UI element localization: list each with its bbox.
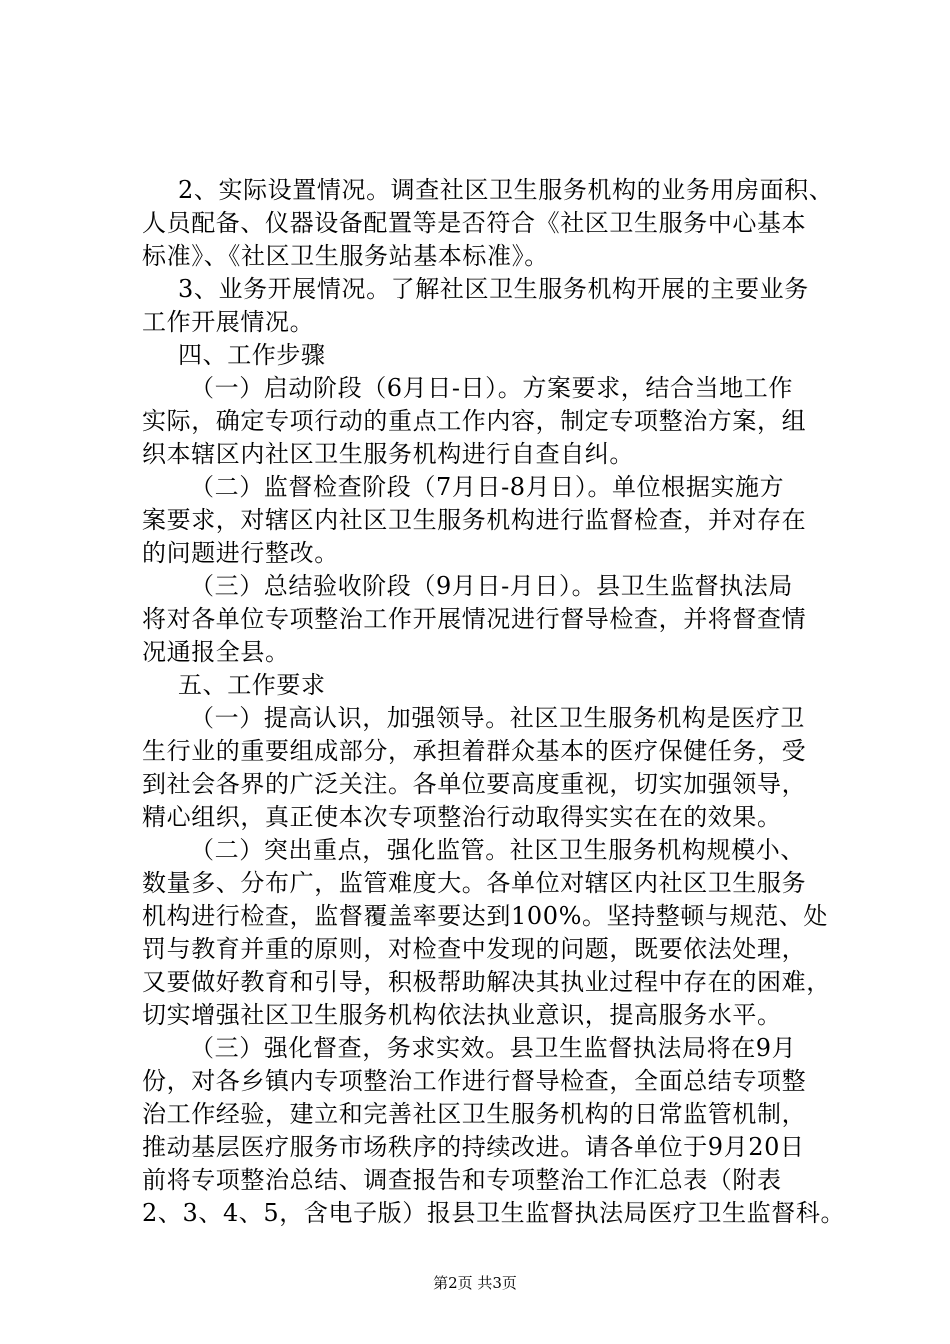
text-line: 2、3、4、5，含电子版）报县卫生监督执法局医疗卫生监督科。 <box>142 1199 846 1227</box>
text-line: （一）提高认识，加强领导。社区卫生服务机构是医疗卫 <box>190 704 805 732</box>
text-line: 罚与教育并重的原则，对检查中发现的问题，既要依法处理， <box>142 935 807 963</box>
text-line: 的问题进行整改。 <box>142 539 339 567</box>
page-footer: 第2页 共3页 <box>433 1274 517 1292</box>
text-line: 生行业的重要组成部分，承担着群众基本的医疗保健任务，受 <box>142 737 807 765</box>
text-line: 机构进行检查，监督覆盖率要达到100%。坚持整顿与规范、处 <box>142 902 829 930</box>
text-line: 又要做好教育和引导，积极帮助解决其执业过程中存在的困难， <box>142 968 831 996</box>
text-line: 份，对各乡镇内专项整治工作进行督导检查，全面总结专项整 <box>142 1067 807 1095</box>
text-line: （一）启动阶段（6月日-日）。方案要求，结合当地工作 <box>190 374 793 402</box>
text-line: （三）强化督查，务求实效。县卫生监督执法局将在9月 <box>190 1034 797 1062</box>
text-line: 切实增强社区卫生服务机构依法执业意识，提高服务水平。 <box>142 1001 782 1029</box>
text-line: 精心组织，真正使本次专项整治行动取得实实在在的效果。 <box>142 803 782 831</box>
text-line: 人员配备、仪器设备配置等是否符合《社区卫生服务中心基本 <box>142 209 807 237</box>
text-line: 四、工作步骤 <box>178 341 326 369</box>
text-line: 工作开展情况。 <box>142 308 315 336</box>
text-line: 数量多、分布广，监管难度大。各单位对辖区内社区卫生服务 <box>142 869 807 897</box>
text-line: （三）总结验收阶段（9月日-月日）。县卫生监督执法局 <box>190 572 793 600</box>
text-line: 况通报全县。 <box>142 638 290 666</box>
text-line: （二）突出重点，强化监管。社区卫生服务机构规模小、 <box>190 836 805 864</box>
text-line: 2、实际设置情况。调查社区卫生服务机构的业务用房面积、 <box>178 176 834 204</box>
text-line: 治工作经验，建立和完善社区卫生服务机构的日常监管机制， <box>142 1100 807 1128</box>
text-line: 前将专项整治总结、调查报告和专项整治工作汇总表（附表 <box>142 1166 782 1194</box>
text-line: 3、业务开展情况。了解社区卫生服务机构开展的主要业务 <box>178 275 809 303</box>
text-line: 将对各单位专项整治工作开展情况进行督导检查，并将督查情 <box>142 605 807 633</box>
text-line: 五、工作要求 <box>178 671 326 699</box>
text-line: 推动基层医疗服务市场秩序的持续改进。请各单位于9月20日 <box>142 1133 805 1161</box>
text-line: 案要求，对辖区内社区卫生服务机构进行监督检查，并对存在 <box>142 506 807 534</box>
text-line: 标准》、《社区卫生服务站基本标准》。 <box>142 242 549 270</box>
text-line: （二）监督检查阶段（7月日-8月日）。单位根据实施方 <box>190 473 785 501</box>
text-line: 织本辖区内社区卫生服务机构进行自查自纠。 <box>142 440 634 468</box>
text-line: 实际，确定专项行动的重点工作内容，制定专项整治方案，组 <box>142 407 807 435</box>
text-line: 到社会各界的广泛关注。各单位要高度重视，切实加强领导， <box>142 770 807 798</box>
document-body <box>142 174 846 1230</box>
